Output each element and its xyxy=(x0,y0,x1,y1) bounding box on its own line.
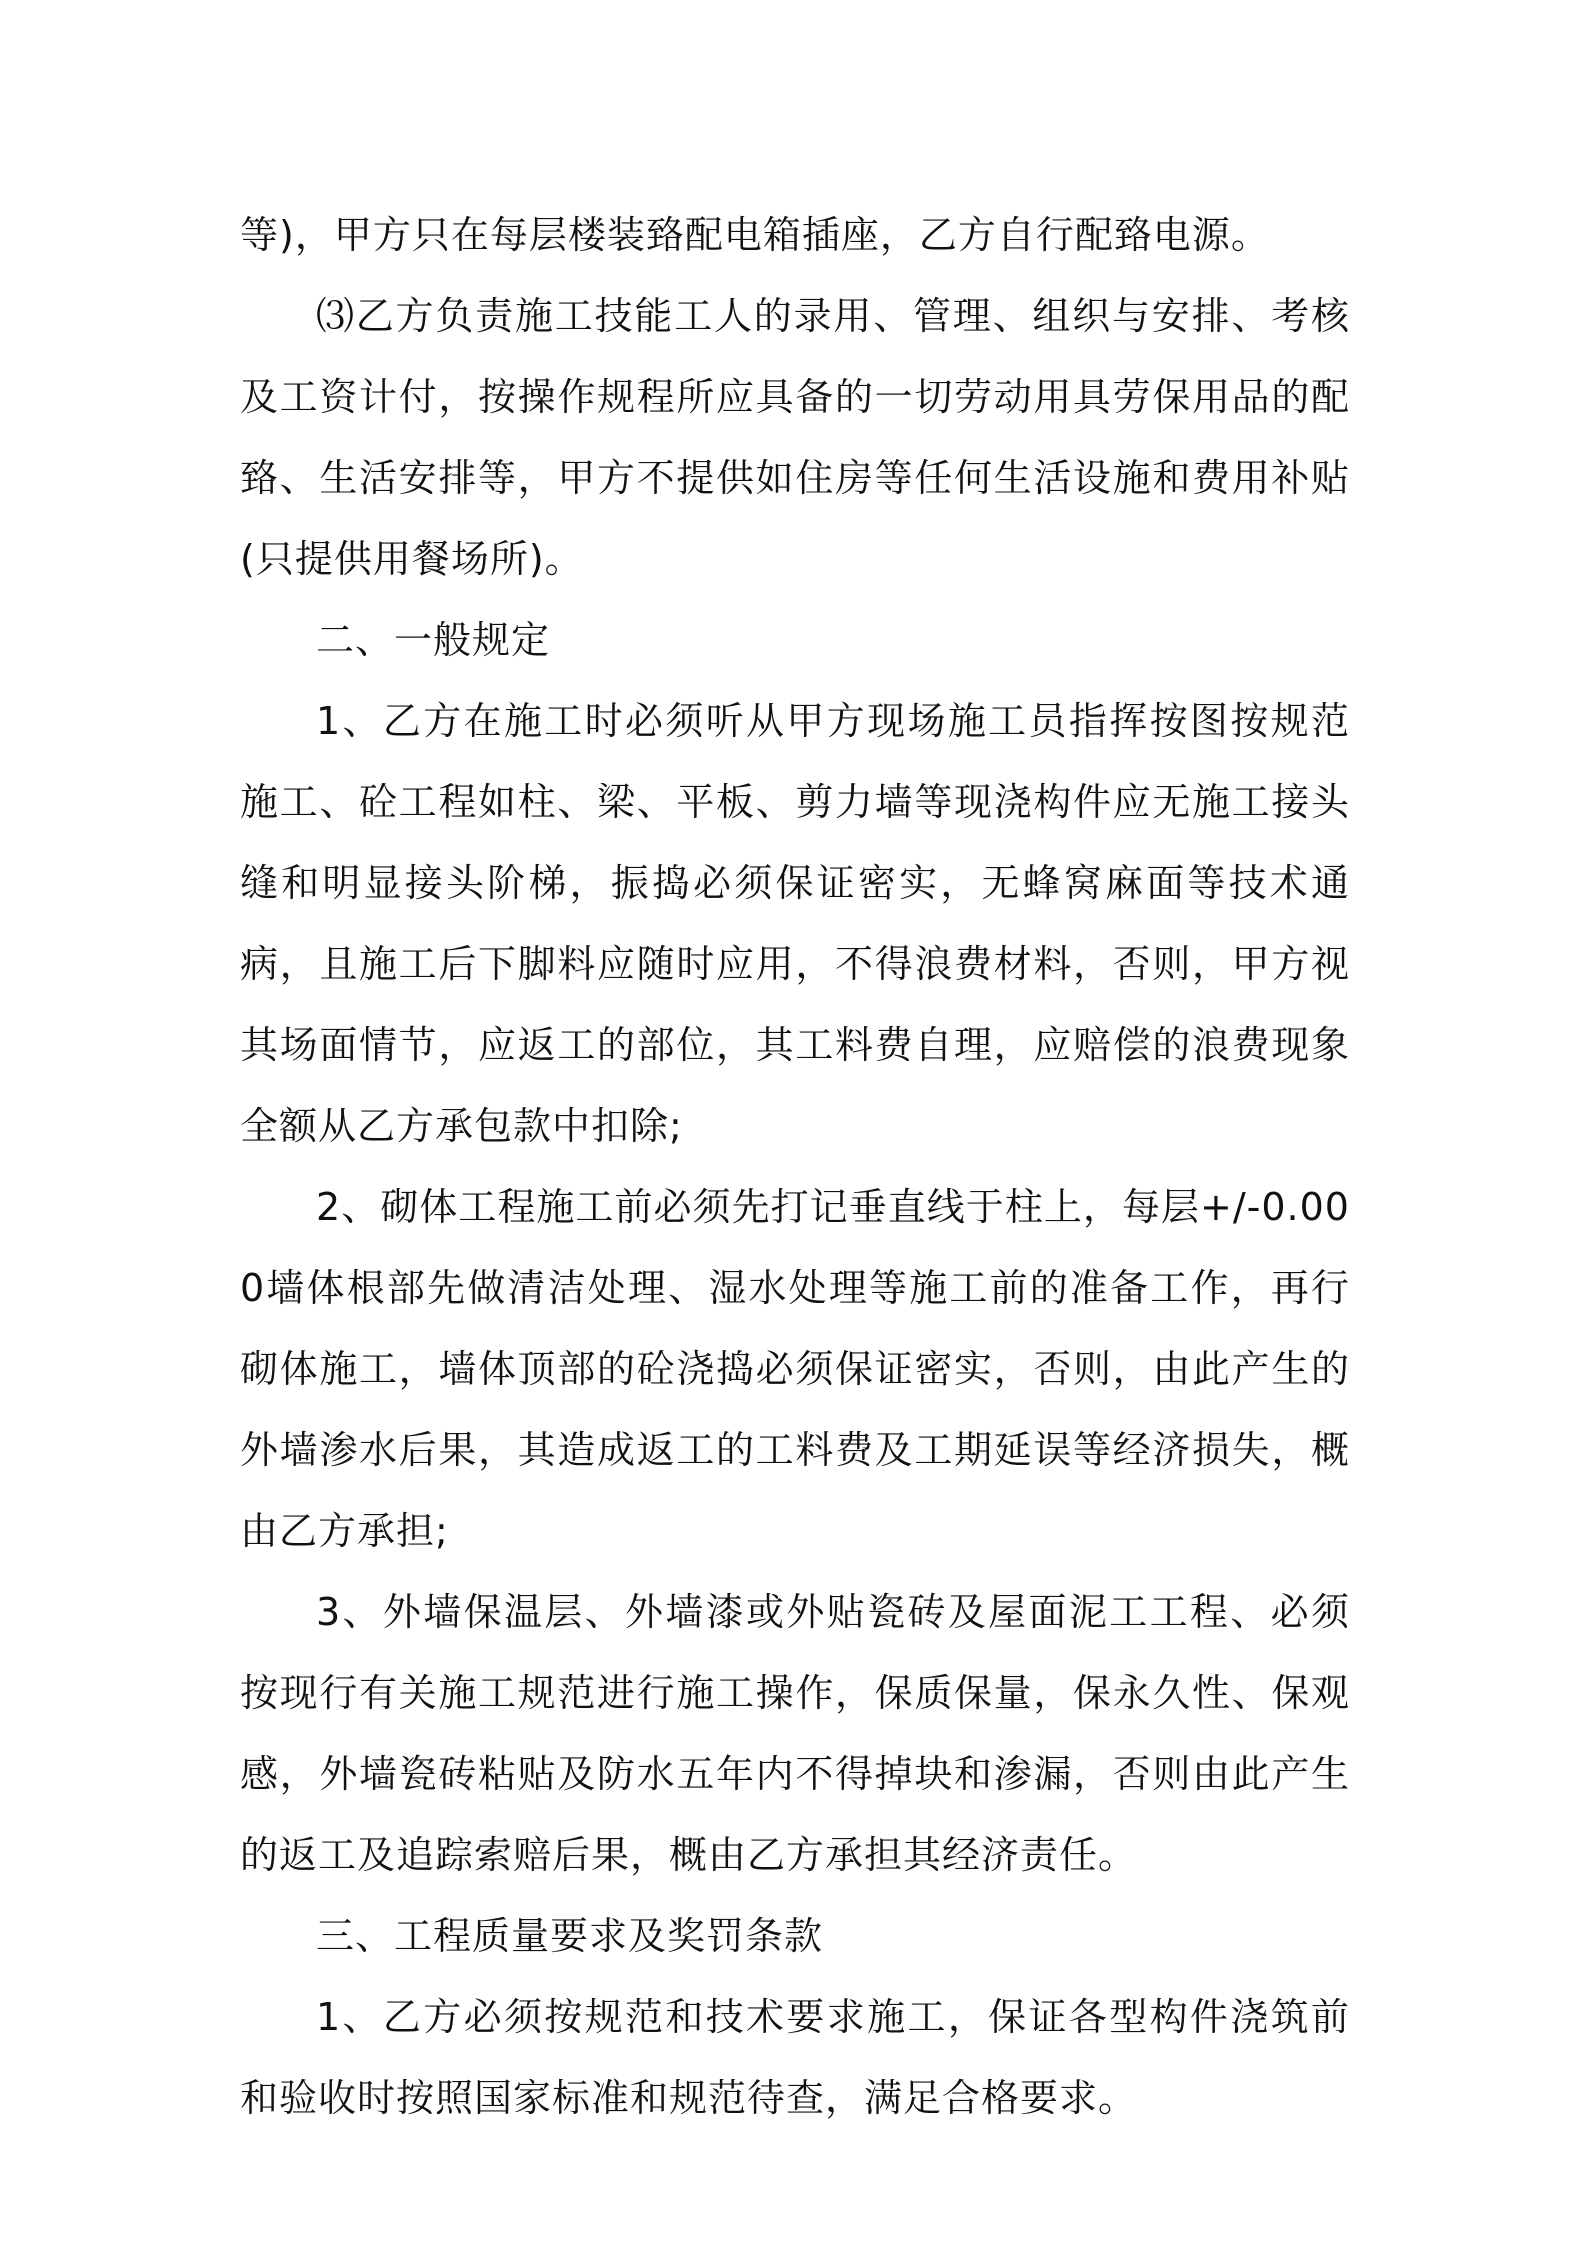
document-body xyxy=(240,195,1350,2139)
paragraph-general-rule-2: 2、砌体工程施工前必须先打记垂直线于柱上，每层+/-0.000墙体根部先做清洁处理、湿水处理等施工前的准备工作，再行砌体施工，墙体顶部的砼浇捣必须保证密实，否则，由此产生的外墙渗水后果，其造成返工的工料费及工期延误等经济损失，概由乙方承担; xyxy=(240,1185,1350,1553)
paragraph-general-rule-1: 1、乙方在施工时必须听从甲方现场施工员指挥按图按规范施工、砼工程如柱、梁、平板、剪力墙等现浇构件应无施工接头缝和明显接头阶梯，振捣必须保证密实，无蜂窝麻面等技术通病，且施工后下脚料应随时应用，不得浪费材料，否则，甲方视其场面情节，应返工的部位，其工料费自理，应赔偿的浪费现象全额从乙方承包款中扣除; xyxy=(240,699,1350,1148)
paragraph-item-3: ⑶乙方负责施工技能工人的录用、管理、组织与安排、考核及工资计付，按操作规程所应具备的一切劳动用具劳保用品的配臵、生活安排等，甲方不提供如住房等任何生活设施和费用补贴(只提供用餐场所)。 xyxy=(240,294,1350,581)
paragraph-quality-requirement-1: 1、乙方必须按规范和技术要求施工，保证各型构件浇筑前和验收时按照国家标准和规范待查，满足合格要求。 xyxy=(240,1995,1350,2120)
paragraph-continuation: 等)，甲方只在每层楼装臵配电箱插座，乙方自行配臵电源。 xyxy=(240,213,1270,257)
section-heading-general-rules: 二、一般规定 xyxy=(316,618,551,662)
paragraph-general-rule-3: 3、外墙保温层、外墙漆或外贴瓷砖及屋面泥工工程、必须按现行有关施工规范进行施工操作，保质保量，保永久性、保观感，外墙瓷砖粘贴及防水五年内不得掉块和渗漏，否则由此产生的返工及追踪索赔后果，概由乙方承担其经济责任。 xyxy=(240,1590,1350,1877)
section-heading-quality-requirements: 三、工程质量要求及奖罚条款 xyxy=(316,1914,824,1958)
